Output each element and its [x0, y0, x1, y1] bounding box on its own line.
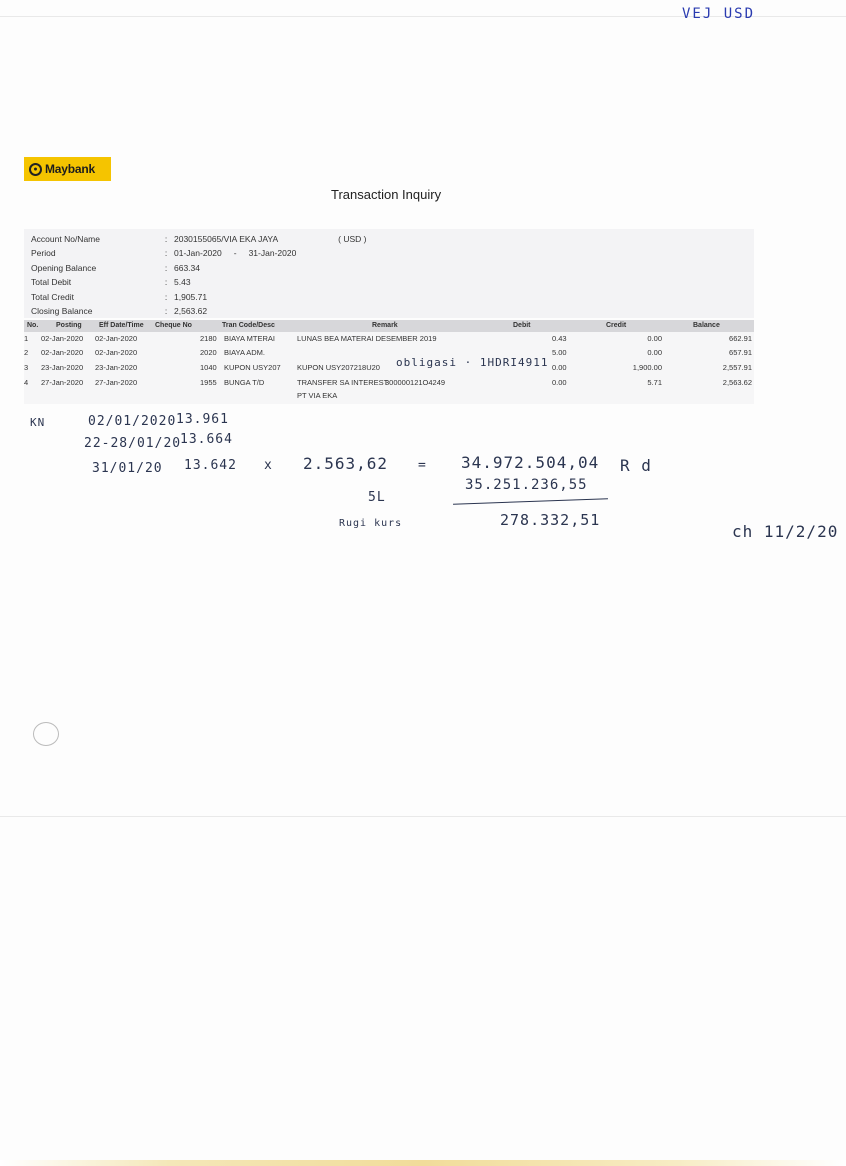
- col-posting: Posting: [56, 322, 82, 329]
- handwritten-row-note: obligasi · 1HDRI4911: [396, 356, 549, 369]
- maybank-logo: [24, 157, 111, 181]
- col-no: No.: [27, 322, 39, 329]
- cell-debit: 0.43: [552, 334, 567, 343]
- colon: :: [164, 292, 168, 302]
- cell-eff: 02-Jan-2020: [95, 348, 138, 357]
- cell-balance: 2,557.91: [722, 363, 752, 372]
- cell-remark: LUNAS BEA MATERAI DESEMBER 2019: [297, 334, 437, 343]
- col-credit: Credit: [606, 322, 627, 329]
- col-tran-code: Tran Code/Desc: [222, 322, 275, 329]
- table-row: [24, 361, 754, 375]
- total-credit-value: 1,905.71: [174, 292, 208, 302]
- colon: :: [164, 263, 168, 273]
- table-header: [24, 320, 754, 332]
- cell-desc: KUPON USY207: [224, 363, 281, 372]
- handwritten-multiply: x: [264, 458, 273, 473]
- cell-no: 4: [24, 378, 29, 387]
- account-row: [31, 232, 366, 246]
- handwritten-equals: =: [418, 458, 427, 473]
- logo-text: Maybank: [45, 162, 95, 176]
- cell-remark: TRANSFER SA INTEREST: [297, 378, 389, 387]
- cell-credit: 5.71: [647, 378, 662, 387]
- closing-balance-row: [31, 304, 207, 318]
- col-cheque: Cheque No: [155, 322, 192, 329]
- handwritten-result-mark: R d: [620, 456, 652, 475]
- cell-eff: 02-Jan-2020: [95, 334, 138, 343]
- cell-no: 3: [24, 363, 29, 372]
- scan-bottom-edge: [0, 1160, 846, 1166]
- account-value: 2030155065/VIA EKA JAYA: [174, 234, 279, 244]
- account-info-panel: [24, 229, 754, 318]
- handwritten-result-1: 34.972.504,04: [461, 453, 600, 472]
- handwritten-result-2: 35.251.236,55: [465, 477, 588, 493]
- cell-remark-continuation: PT VIA EKA: [297, 391, 338, 400]
- opening-balance-row: [31, 261, 200, 275]
- cell-remark: KUPON USY207218U20: [297, 363, 380, 372]
- closing-balance-value: 2,563.62: [174, 306, 208, 316]
- cell-remark-ref: 300000121O4249: [385, 378, 446, 387]
- opening-balance-label: Opening Balance: [31, 263, 97, 273]
- period-from: 01-Jan-2020: [174, 248, 222, 258]
- total-credit-label: Total Credit: [31, 292, 74, 302]
- total-debit-row: [31, 275, 191, 289]
- page-title: Transaction Inquiry: [331, 187, 442, 202]
- table-row-continuation: [24, 389, 754, 403]
- cell-posting: 02-Jan-2020: [41, 348, 84, 357]
- handwritten-rate-date: 02/01/2020: [88, 414, 177, 429]
- handwritten-rate: 13.664: [180, 432, 233, 447]
- total-debit-label: Total Debit: [31, 277, 72, 287]
- col-eff-date: Eff Date/Time: [99, 322, 144, 329]
- colon: :: [164, 306, 168, 316]
- total-debit-value: 5.43: [174, 277, 191, 287]
- period-separator: -: [233, 248, 237, 258]
- cell-no: 2: [24, 348, 29, 357]
- scan-hole-mark: [33, 722, 59, 746]
- cell-posting: 02-Jan-2020: [41, 334, 84, 343]
- cell-credit: 0.00: [647, 334, 662, 343]
- table-row: [24, 332, 754, 346]
- cell-desc: BIAYA MTERAI: [224, 334, 275, 343]
- cell-balance: 2,563.62: [722, 378, 752, 387]
- transactions-table: [24, 320, 754, 404]
- account-label: Account No/Name: [31, 234, 100, 244]
- cell-debit: 0.00: [552, 363, 567, 372]
- cell-debit: 0.00: [552, 378, 567, 387]
- cell-balance: 657.91: [729, 348, 752, 357]
- col-balance: Balance: [693, 322, 720, 329]
- colon: :: [164, 248, 168, 258]
- handwritten-rate-date: 31/01/20: [92, 461, 163, 476]
- col-remark: Remark: [372, 322, 398, 329]
- handwritten-difference: 278.332,51: [500, 511, 601, 529]
- top-stamp: VEJ USD: [682, 6, 756, 22]
- handwritten-rate: 13.642: [184, 458, 237, 473]
- total-credit-row: [31, 290, 207, 304]
- opening-balance-value: 663.34: [174, 263, 200, 273]
- handwritten-amount: 2.563,62: [303, 454, 389, 473]
- cell-eff: 27-Jan-2020: [95, 378, 138, 387]
- cell-credit: 0.00: [647, 348, 662, 357]
- cell-desc: BIAYA ADM.: [224, 348, 265, 357]
- cell-code: 1955: [200, 378, 217, 387]
- period-to: 31-Jan-2020: [248, 248, 297, 258]
- table-row: [24, 346, 754, 360]
- handwritten-rugi-kurs: Rugi kurs: [339, 518, 403, 529]
- cell-code: 1040: [200, 363, 217, 372]
- handwritten-label: 5L: [368, 490, 386, 505]
- cell-desc: BUNGA T/D: [224, 378, 265, 387]
- table-row: [24, 376, 754, 390]
- handwritten-initials: KN: [30, 416, 46, 429]
- cell-credit: 1,900.00: [632, 363, 662, 372]
- tiger-icon: ●: [29, 163, 42, 176]
- period-label: Period: [31, 248, 56, 258]
- closing-balance-label: Closing Balance: [31, 306, 93, 316]
- cell-code: 2020: [200, 348, 217, 357]
- col-debit: Debit: [513, 322, 531, 329]
- cell-no: 1: [24, 334, 29, 343]
- cell-eff: 23-Jan-2020: [95, 363, 138, 372]
- account-currency: ( USD ): [338, 234, 367, 244]
- handwritten-rate: 13.961: [176, 412, 229, 427]
- handwritten-signoff: ch 11/2/20: [732, 522, 839, 541]
- scan-fold-line: [0, 816, 846, 817]
- cell-balance: 662.91: [729, 334, 752, 343]
- cell-debit: 5.00: [552, 348, 567, 357]
- period-row: [31, 246, 296, 260]
- colon: :: [164, 277, 168, 287]
- colon: :: [164, 234, 168, 244]
- cell-posting: 27-Jan-2020: [41, 378, 84, 387]
- cell-posting: 23-Jan-2020: [41, 363, 84, 372]
- cell-code: 2180: [200, 334, 217, 343]
- handwritten-rate-date: 22-28/01/20: [84, 436, 182, 451]
- handwritten-underline: [453, 498, 608, 504]
